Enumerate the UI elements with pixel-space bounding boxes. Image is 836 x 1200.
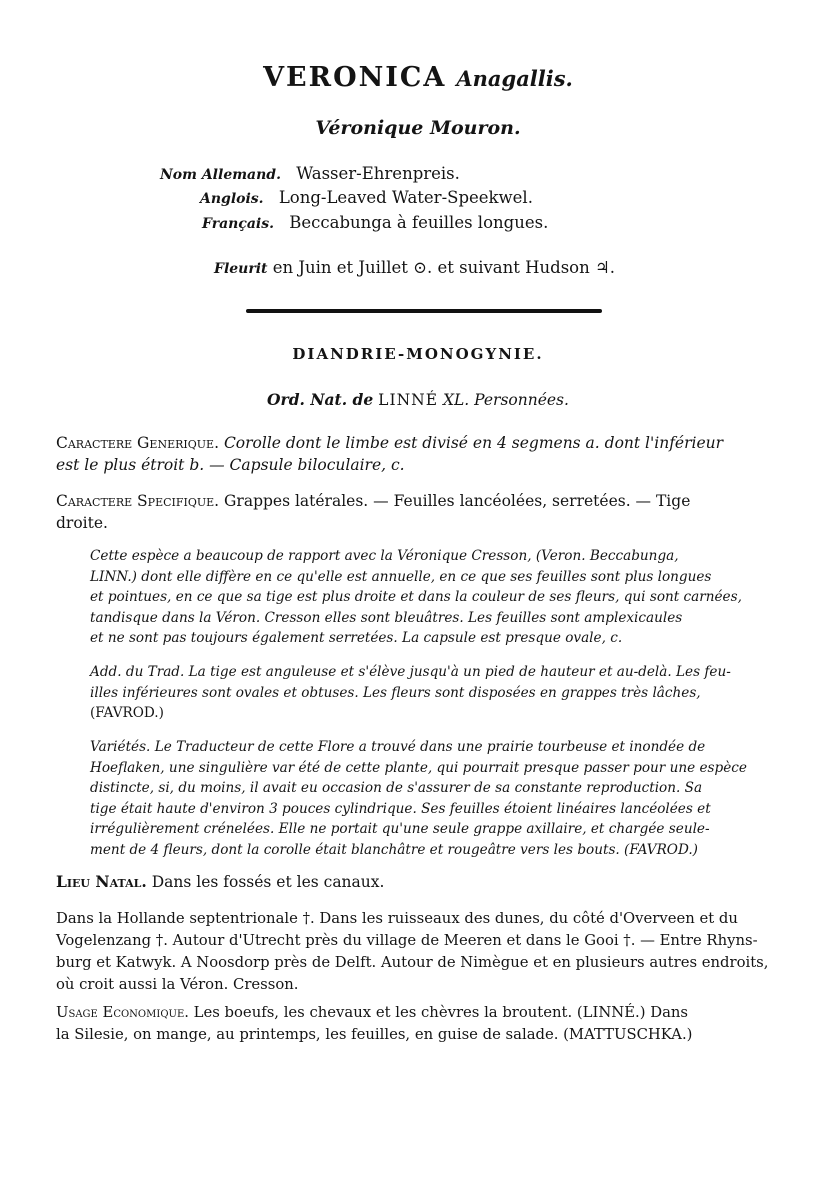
text-line: Dans les fossés et les canaux.: [151, 873, 385, 891]
note-line: Add. du Trad. La tige est anguleuse et s'élève jusqu'à un pied de hauteur et au-delà. Les feu-: [90, 664, 731, 680]
note-varietes: [90, 737, 794, 860]
classification-heading: DIANDRIE-MONOGYNIE.: [292, 345, 544, 363]
text-line: Grappes latérales. — Feuilles lancéolées, serretées. — Tige: [224, 492, 691, 510]
note-line: ment de 4 fleurs, dont la corolle était blanchâtre et rougeâtre vers les bouts. (FAVROD.): [90, 841, 698, 858]
order-author: LINNÉ: [378, 391, 439, 409]
text-line: droite.: [56, 514, 108, 532]
note-cresson: [90, 546, 794, 649]
caractere-specifique: [56, 490, 792, 534]
note-line: Cette espèce a beaucoup de rapport avec la Véronique Cresson, (Veron. Beccabunga,: [90, 548, 679, 564]
caractere-generique: [56, 432, 792, 476]
common-name-english: [200, 188, 533, 207]
text-line: Corolle dont le limbe est divisé en 4 segmens a. dont l'inférieur: [223, 434, 724, 452]
french-name: Véronique Mouron.: [315, 117, 521, 139]
note-line: distincte, si, du moins, il avait eu occasion de s'assurer de sa constante reproduction. Sa: [90, 780, 703, 796]
note-line: (FAVROD.): [90, 705, 164, 721]
flowering-label: Fleurit: [214, 261, 268, 277]
distribution: [56, 908, 792, 996]
section-heading: Caractere Specifique.: [56, 492, 220, 510]
note-traducteur: [90, 662, 794, 724]
note-line: tige était haute d'environ 3 pouces cylindrique. Ses feuilles étoient linéaires lancéolées et: [90, 800, 711, 817]
text-line: la Silesie, on mange, au printemps, les feuilles, en guise de salade. (MATTUSCHKA.): [56, 1026, 693, 1043]
flowering-text: en Juin et Juillet ⊙. et suivant Hudson ♃.: [272, 258, 616, 277]
common-name-value: Long-Leaved Water-Speekwel.: [278, 188, 533, 207]
language-label: Français.: [202, 216, 274, 232]
text-line: est le plus étroit b. — Capsule biloculaire, c.: [56, 456, 405, 474]
note-line: Variétés. Le Traducteur de cette Flore a trouvé dans une prairie tourbeuse et inondée de: [90, 739, 706, 755]
genus-name: VERONICA: [263, 62, 447, 93]
section-heading: Usage Economique.: [56, 1004, 189, 1021]
note-line: et ne sont pas toujours également serretées. La capsule est presque ovale, c.: [90, 630, 623, 646]
common-name-german: [160, 164, 460, 183]
divider-rule: [246, 309, 602, 313]
note-line: et pointues, en ce que sa tige est plus droite et dans la couleur de ses fleurs, qui sont carnées,: [90, 589, 742, 605]
lieu-natal: [56, 871, 792, 893]
usage-economique: [56, 1002, 792, 1046]
common-name-french: [202, 213, 548, 232]
species-name: Anagallis.: [456, 66, 573, 91]
natural-order: [0, 390, 836, 409]
flowering-time: [214, 258, 615, 277]
text-line: Dans la Hollande septentrionale †. Dans les ruisseaux des dunes, du côté d'Overveen et du: [56, 910, 738, 927]
order-prefix: Ord. Nat. de: [267, 390, 374, 409]
note-line: irrégulièrement crénelées. Elle ne portait qu'une seule grappe axillaire, et chargée seule-: [90, 821, 710, 837]
note-line: illes inférieures sont ovales et obtuses. Les fleurs sont disposées en grappes très lâches,: [90, 684, 701, 701]
language-label: Anglois.: [200, 191, 264, 207]
text-line: où croit aussi la Véron. Cresson.: [56, 976, 299, 993]
common-name-value: Wasser-Ehrenpreis.: [296, 164, 460, 183]
text-line: Les boeufs, les chevaux et les chèvres la broutent. (LINNÉ.) Dans: [193, 1004, 689, 1021]
language-label: Nom Allemand.: [160, 167, 281, 183]
text-line: burg et Katwyk. A Noosdorp près de Delft. Autour de Nimègue et en plusieurs autres endroits,: [56, 954, 769, 971]
text-line: Vogelenzang †. Autour d'Utrecht près du village de Meeren et dans le Gooi †. — Entre Rhyns-: [56, 932, 758, 949]
note-line: tandisque dans la Véron. Cresson elles sont bleuâtres. Les feuilles sont amplexicaules: [90, 609, 683, 626]
section-heading: Lieu Natal.: [56, 872, 147, 891]
note-line: LINN.) dont elle diffère en ce qu'elle est annuelle, en ce que ses feuilles sont plus longues: [90, 568, 712, 585]
species-title: [0, 62, 836, 93]
common-name-value: Beccabunga à feuilles longues.: [289, 213, 549, 232]
note-line: Hoeflaken, une singulière var été de cette plante, qui pourrait presque passer pour une espèce: [90, 759, 747, 776]
order-suffix: XL. Personnées.: [442, 391, 569, 409]
section-heading: Caractere Generique.: [56, 434, 219, 452]
